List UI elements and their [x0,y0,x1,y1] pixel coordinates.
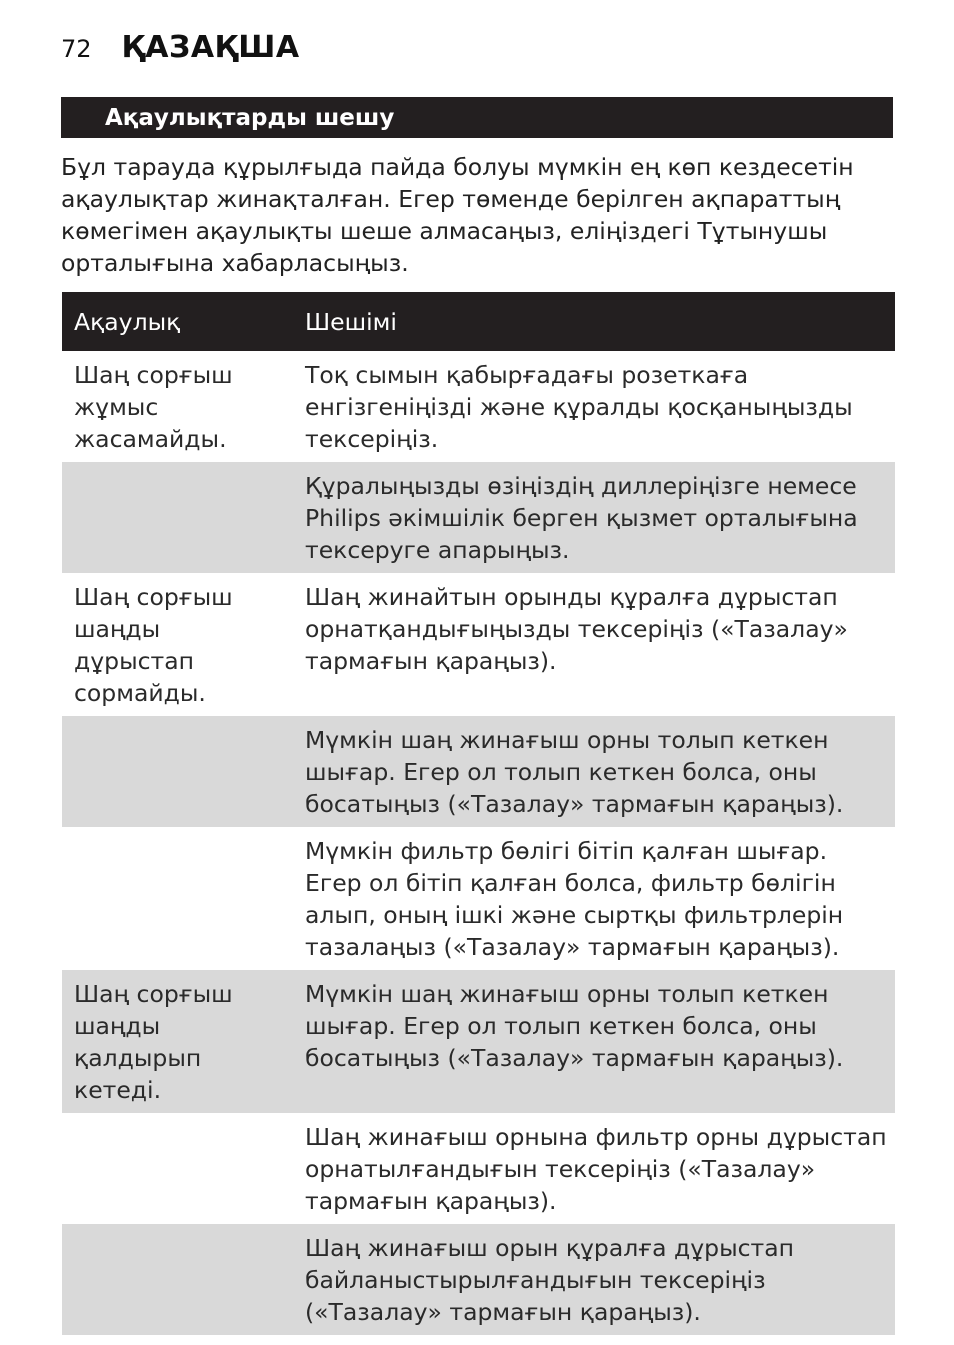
problem-cell [62,1224,293,1335]
solution-cell: Шаң жинағыш орнына фильтр орны дұрыстап орнатылғандығын тексеріңіз («Тазалау» тармағын қараңыз). [305,1123,887,1215]
page-number: 72 [61,35,92,63]
solution-cell: Тоқ сымын қабырғадағы розеткаға енгізгеніңізді және құралды қосқаныңызды тексеріңіз. [305,361,853,453]
table-row [62,827,895,970]
table-row [62,716,895,827]
table-row [62,573,895,716]
problem-cell [62,827,293,970]
table-row [62,1113,895,1224]
section-heading-bar [61,97,893,138]
solution-cell: Мүмкін фильтр бөлігі бітіп қалған шығар. Егер ол бітіп қалған болса, фильтр бөлігін алып, оның ішкі және сыртқы фильтрлерін тазалаңыз («Тазалау» тармағын қараңыз). [305,837,844,961]
column-header-solution: Шешімі [293,292,895,351]
problem-cell: Шаң сорғыш жұмыс жасамайды. [74,361,233,453]
table-row [62,970,895,1113]
solution-cell: Мүмкін шаң жинағыш орны толып кеткен шығар. Егер ол толып кеткен болса, оны босатыңыз («Тазалау» тармағын қараңыз). [293,716,895,827]
section-title: Ақаулықтарды шешу [105,104,395,131]
table-row [62,1224,895,1335]
language-title: ҚАЗАҚША [121,30,300,65]
table-row [62,351,895,462]
page-header [61,30,300,65]
problem-cell: Шаң сорғыш шаңды қалдырып кетеді. [62,970,293,1113]
column-header-problem: Ақаулық [62,292,293,351]
solution-cell: Шаң жинағыш орын құралға дұрыстап байланыстырылғандығын тексеріңіз («Тазалау» тармағын қараңыз). [293,1224,895,1335]
solution-cell: Мүмкін шаң жинағыш орны толып кеткен шығар. Егер ол толып кеткен болса, оны босатыңыз («Тазалау» тармағын қараңыз). [293,970,895,1113]
table-header-row [62,292,895,351]
problem-cell [62,1113,293,1224]
solution-cell: Шаң жинайтын орынды құралға дұрыстап орнатқандығыңызды тексеріңіз («Тазалау» тармағын қараңыз). [305,583,848,675]
problem-cell: Шаң сорғыш шаңды дұрыстап сормайды. [74,583,233,707]
troubleshooting-table [62,292,895,1335]
problem-cell [62,462,293,573]
intro-paragraph: Бұл тарауда құрылғыда пайда болуы мүмкін ең көп кездесетін ақаулықтар жинақталған. Егер төменде берілген ақпараттың көмегімен ақаулықты шеше алмасаңыз, еліңіздегі Тұтынушы орталығына хабарласыңыз. [61,153,854,277]
problem-cell [62,716,293,827]
solution-cell: Құралыңызды өзіңіздің диллеріңізге немесе Philips әкімшілік берген қызмет орталығына тексеруге апарыңыз. [293,462,895,573]
table-row [62,462,895,573]
